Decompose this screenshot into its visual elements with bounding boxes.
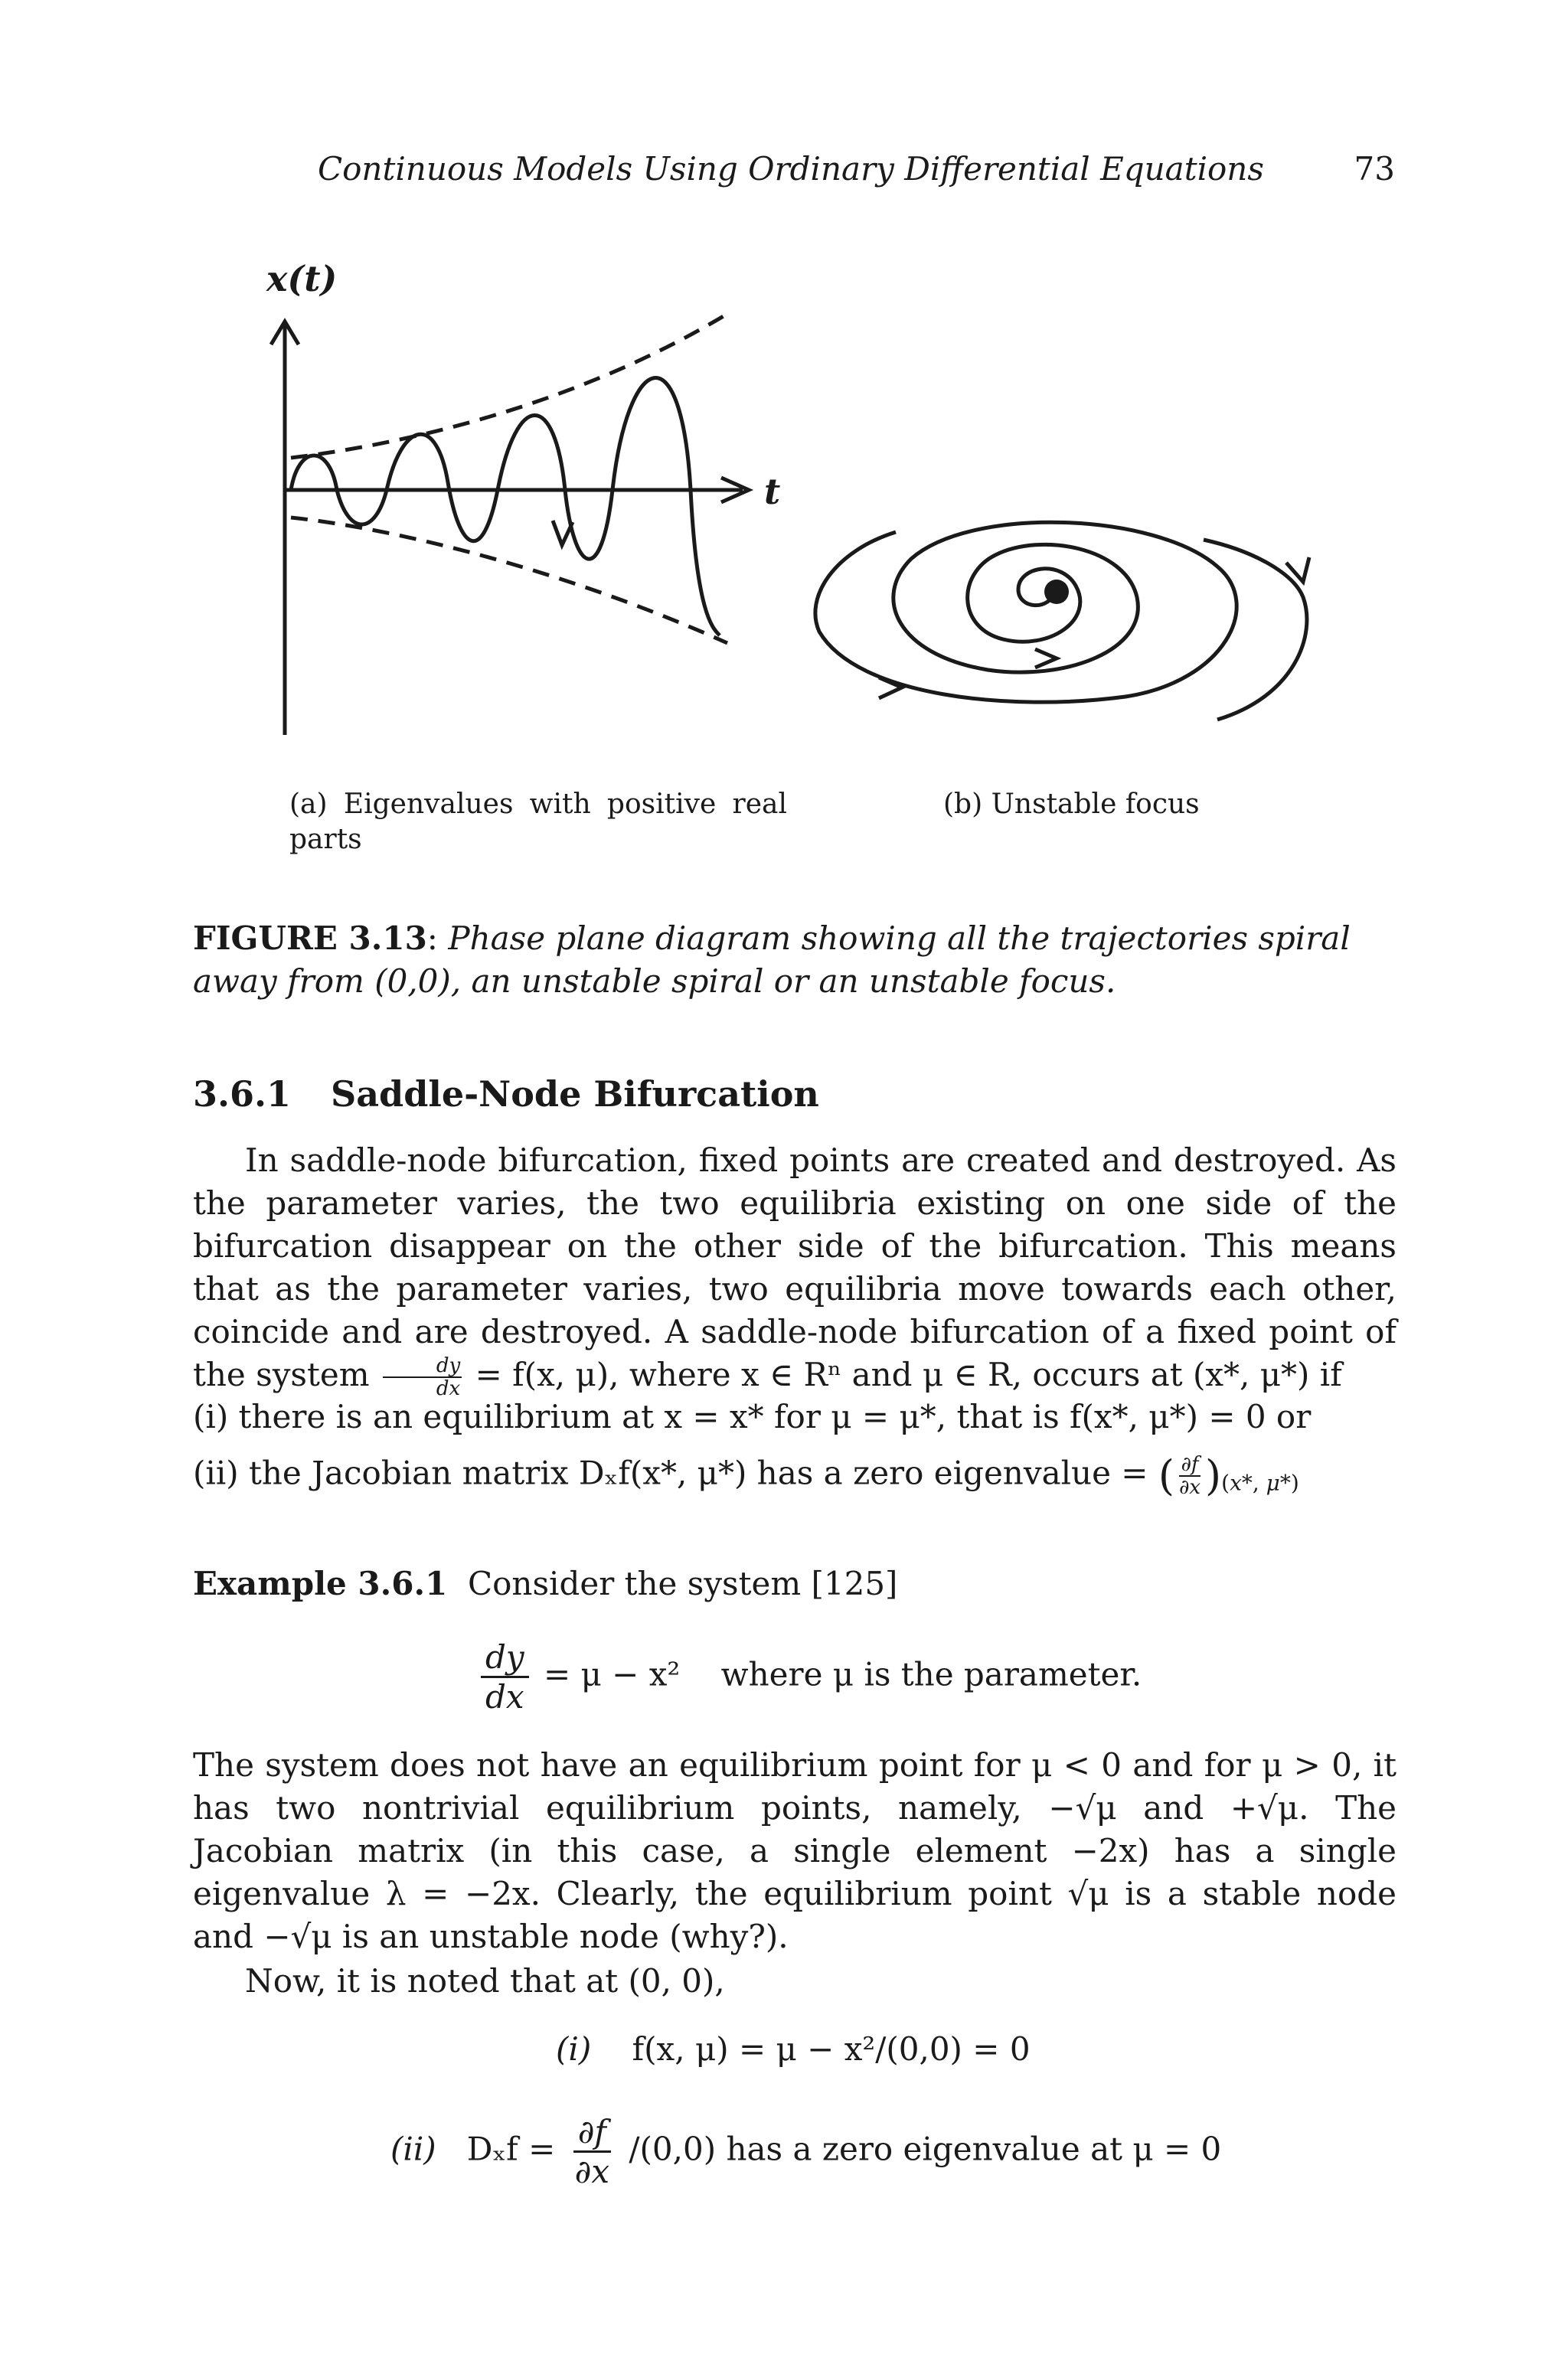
eq-i-body: f(x, μ) = μ − x²/(0,0) = 0: [632, 2030, 1031, 2068]
figure-caption-label: FIGURE 3.13: [193, 919, 427, 957]
example-label: Example 3.6.1: [193, 1565, 448, 1602]
section-heading: [193, 1073, 819, 1115]
example-text: Consider the system [125]: [468, 1565, 898, 1602]
eq1-rhs: = μ − x²: [543, 1655, 681, 1693]
dy-dx-fraction: $\frac{dy}{dx}$: [383, 1355, 462, 1399]
paragraph-1: [193, 1139, 1396, 1399]
spiral-arrow-inner: [1035, 649, 1057, 668]
spiral-arrow-outer: [879, 678, 902, 698]
eq-ii-lhs: Dₓf =: [466, 2130, 556, 2168]
subcaption-b: (b) Unstable focus: [943, 789, 1200, 820]
example-heading: [193, 1565, 897, 1602]
oscillation-arrow: [553, 521, 573, 545]
page-number: 73: [1354, 150, 1395, 188]
equation-ii: [390, 2113, 1221, 2190]
figure-caption-text: Phase plane diagram showing all the trajectories spiral away from (0,0), an unstable spiral or an unstable focus.: [193, 919, 1351, 1000]
subcaption-a: (a) Eigenvalues with positive real parts: [289, 789, 787, 855]
condition-1: (i) there is an equilibrium at x = x* for μ = μ*, that is f(x*, μ*) = 0 or: [193, 1398, 1312, 1435]
section-title: Saddle-Node Bifurcation: [331, 1073, 819, 1115]
figure-caption: FIGURE 3.13: Phase plane diagram showing all the trajectories spiral away from (0,0), an unstable spiral or an unstable focus.: [193, 919, 1351, 1000]
partial-f-fraction: $\frac{\partial f}{\partial x}$: [1178, 1452, 1201, 1499]
eq-ii-fraction: $\frac{\partial f}{\partial x}$: [574, 2113, 610, 2190]
y-axis-label: x(t): [266, 260, 338, 299]
lower-envelope: [291, 518, 727, 643]
oscillation-curve: [291, 378, 720, 635]
eq-ii-rhs: /(0,0) has a zero eigenvalue at μ = 0: [629, 2130, 1222, 2168]
x-axis-label: t: [764, 471, 781, 512]
paragraph-2: The system does not have an equilibrium point for μ < 0 and for μ > 0, it has two nontrivial equilibrium points, namely, −√μ and +√μ. The Jacobian matrix (in this case, a single element −2x) has a single eigenvalue λ = −2x. Clearly, the equilibrium point √μ is a stable node and −√μ is an unstable node (why?).: [193, 1746, 1396, 1955]
paragraph-1-text: In saddle-node bifurcation, fixed points are created and destroyed. As the parameter varies, the two equilibria existing on one side of the bifurcation disappear on the other side of the bifurcation. This means that as the parameter varies, two equilibria move towards each other, coincide and are destroyed. A saddle-node bifurcation of a fixed point of the system: [193, 1141, 1396, 1393]
eq-ii-label: (ii): [390, 2130, 436, 2168]
figure-b-unstable-focus: [789, 505, 1340, 735]
eq1-note: where μ is the parameter.: [720, 1655, 1142, 1693]
section-number: 3.6.1: [193, 1073, 292, 1115]
equation-1: [476, 1638, 1142, 1716]
paragraph-3: Now, it is noted that at (0, 0),: [245, 1962, 725, 2000]
eq1-fraction: $\frac{dy}{dx}$: [481, 1638, 529, 1716]
figure-a-oscillation: [253, 260, 804, 750]
spiral-curve: [815, 522, 1236, 702]
paragraph-1-tail: = f(x, μ), where x ∈ Rⁿ and μ ∈ R, occurs at (x*, μ*) if: [475, 1356, 1342, 1393]
running-head-title: Continuous Models Using Ordinary Differential Equations: [318, 150, 1264, 188]
condition-2-text: (ii) the Jacobian matrix Dₓf(x*, μ*) has a zero eigenvalue =: [193, 1454, 1148, 1492]
fixed-point: [1044, 580, 1069, 604]
eq-i-label: (i): [556, 2030, 592, 2068]
condition-2: (ii) the Jacobian matrix Dₓf(x*, μ*) has a zero eigenvalue = ( $\frac{\partial f}{\partial x}$ )$_{(x*, \mu*)}$: [193, 1452, 1299, 1500]
equation-i: [556, 2030, 1031, 2068]
upper-envelope: [291, 314, 727, 458]
